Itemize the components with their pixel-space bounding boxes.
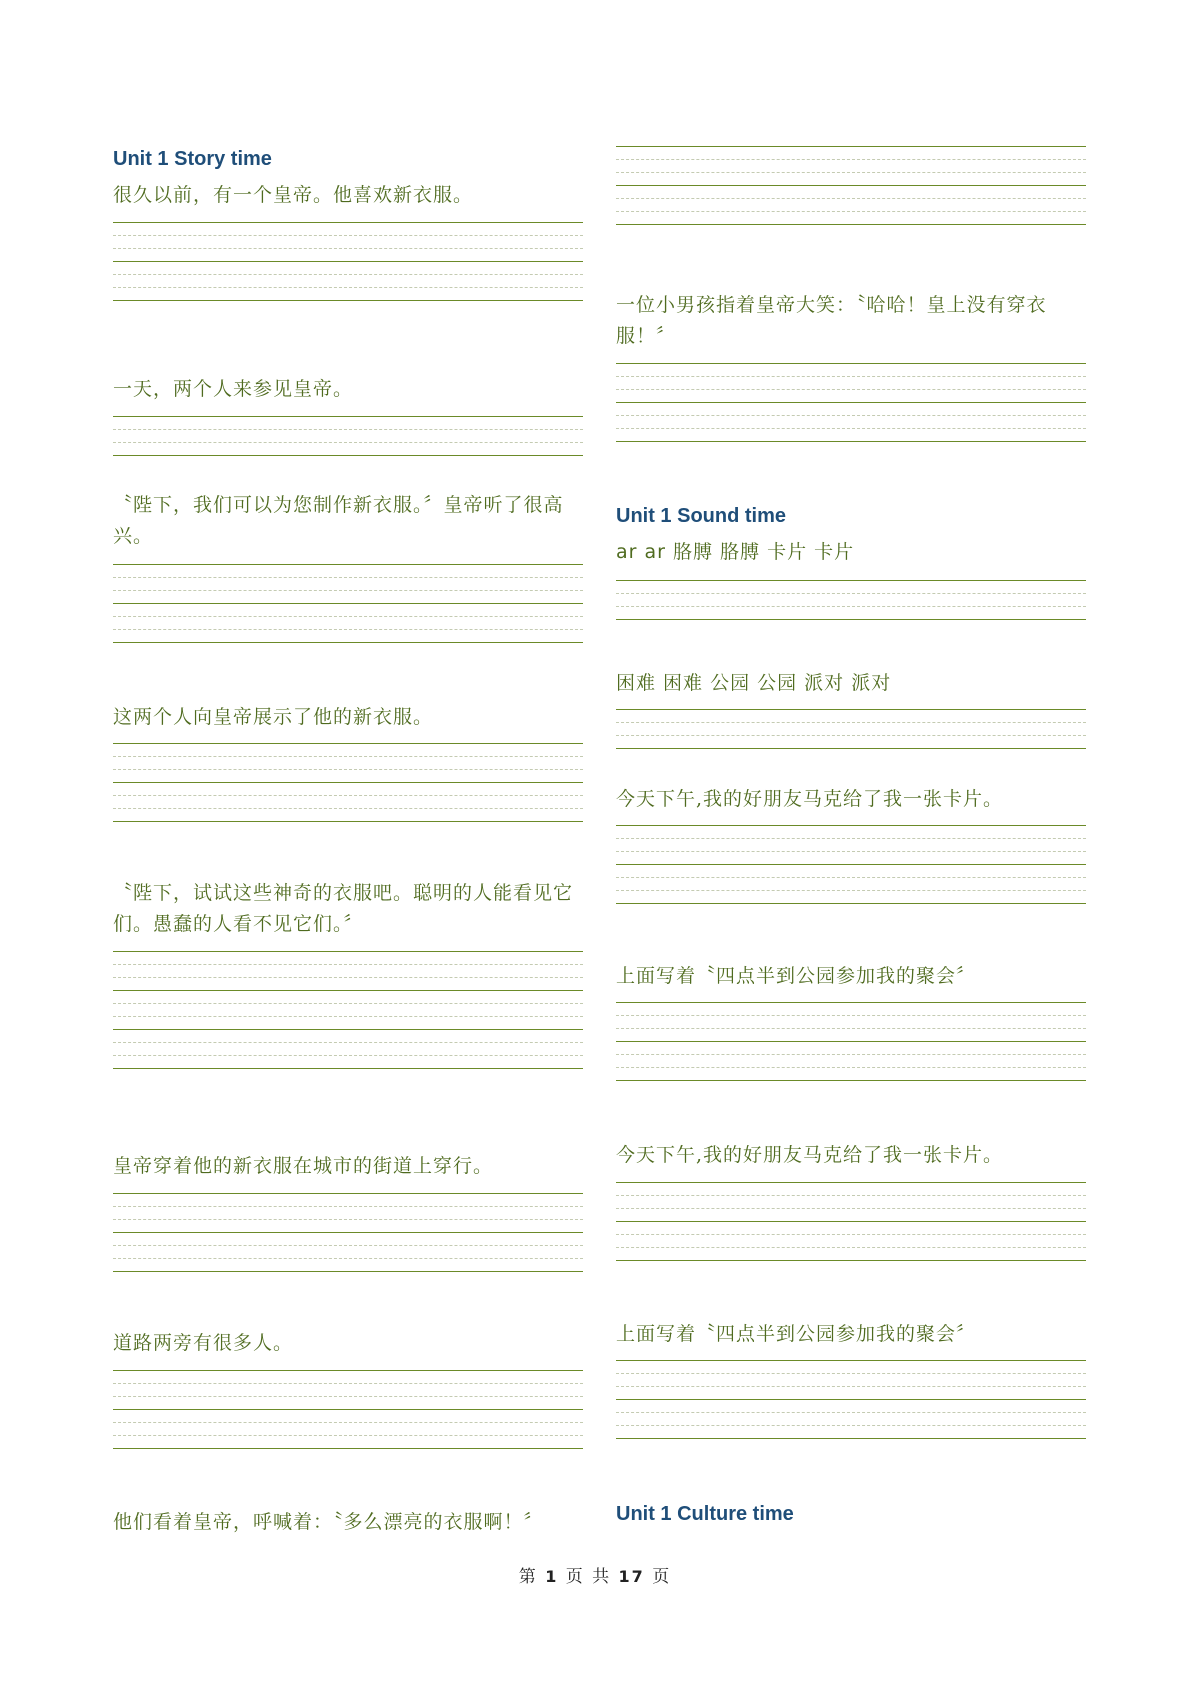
guide-line-dashed <box>113 248 583 249</box>
guide-line-dashed <box>616 428 1086 429</box>
guide-line-dashed <box>616 593 1086 594</box>
guide-line-solid <box>113 564 583 565</box>
footer-middle: 页 共 <box>565 1567 612 1587</box>
guide-line-dashed <box>616 1054 1086 1055</box>
story-sentence-8: 他们看着皇帝，呼喊着：〝多么漂亮的衣服啊！〞 <box>113 1511 544 1533</box>
guide-line-solid <box>616 1002 1086 1003</box>
story-sentence-7: 道路两旁有很多人。 <box>113 1332 294 1354</box>
guide-line-dashed <box>616 735 1086 736</box>
guide-line-dashed <box>113 1435 583 1436</box>
sound-sentence-3: 今天下午,我的好朋友马克给了我一张卡片。 <box>616 1144 1004 1166</box>
sound-words-1: ar ar 胳膊 胳膊 卡片 卡片 <box>616 541 855 563</box>
guide-line-dashed <box>616 1425 1086 1426</box>
guide-line-dashed <box>616 1208 1086 1209</box>
guide-line-solid <box>113 1271 583 1272</box>
story-sentence-4: 这两个人向皇帝展示了他的新衣服。 <box>113 706 434 728</box>
guide-line-solid <box>113 743 583 744</box>
guide-line-solid <box>113 300 583 301</box>
guide-line-dashed <box>616 198 1086 199</box>
story-sentence-5: 〝陛下，试试这些神奇的衣服吧。聪明的人能看见它们。愚蠢的人看不见它们。〞 <box>113 882 574 935</box>
guide-line-dashed <box>113 274 583 275</box>
guide-line-solid <box>113 1409 583 1410</box>
guide-line-solid <box>616 1221 1086 1222</box>
guide-line-solid <box>616 1399 1086 1400</box>
guide-line-dashed <box>113 577 583 578</box>
sound-sentence-4: 上面写着〝四点半到公园参加我的聚会〞 <box>616 1323 977 1345</box>
guide-line-solid <box>616 903 1086 904</box>
guide-line-solid <box>113 222 583 223</box>
guide-line-dashed <box>113 1245 583 1246</box>
guide-line-solid <box>113 261 583 262</box>
guide-line-dashed <box>616 722 1086 723</box>
sound-sentence-2: 上面写着〝四点半到公园参加我的聚会〞 <box>616 965 977 987</box>
guide-line-dashed <box>113 977 583 978</box>
story-time-heading: Unit 1 Story time <box>113 148 272 170</box>
guide-line-dashed <box>616 606 1086 607</box>
guide-line-dashed <box>616 877 1086 878</box>
guide-line-dashed <box>616 389 1086 390</box>
sound-time-heading: Unit 1 Sound time <box>616 505 786 527</box>
guide-line-solid <box>113 416 583 417</box>
culture-time-heading: Unit 1 Culture time <box>616 1503 794 1525</box>
guide-line-solid <box>616 580 1086 581</box>
guide-line-solid <box>616 146 1086 147</box>
guide-line-dashed <box>113 235 583 236</box>
guide-line-solid <box>616 709 1086 710</box>
guide-line-solid <box>113 1232 583 1233</box>
page-footer <box>0 1562 1190 1587</box>
story-sentence-9: 一位小男孩指着皇帝大笑：〝哈哈！皇上没有穿衣服！〞 <box>616 294 1047 347</box>
guide-line-dashed <box>113 1258 583 1259</box>
guide-line-dashed <box>616 1195 1086 1196</box>
guide-line-solid <box>616 363 1086 364</box>
guide-line-dashed <box>113 1206 583 1207</box>
guide-line-dashed <box>616 1373 1086 1374</box>
guide-line-solid <box>113 1448 583 1449</box>
guide-line-dashed <box>113 429 583 430</box>
guide-line-dashed <box>113 1422 583 1423</box>
guide-line-dashed <box>616 838 1086 839</box>
guide-line-solid <box>616 1438 1086 1439</box>
guide-line-solid <box>616 1041 1086 1042</box>
guide-line-solid <box>616 402 1086 403</box>
guide-line-dashed <box>113 964 583 965</box>
guide-line-dashed <box>113 1219 583 1220</box>
footer-total-pages: 17 <box>618 1567 645 1586</box>
guide-line-solid <box>616 185 1086 186</box>
story-sentence-1: 很久以前，有一个皇帝。他喜欢新衣服。 <box>113 184 474 206</box>
guide-line-dashed <box>616 172 1086 173</box>
guide-line-dashed <box>616 211 1086 212</box>
guide-line-dashed <box>113 590 583 591</box>
guide-line-solid <box>113 951 583 952</box>
guide-line-solid <box>616 748 1086 749</box>
guide-line-dashed <box>616 1234 1086 1235</box>
guide-line-solid <box>616 1080 1086 1081</box>
guide-line-dashed <box>113 769 583 770</box>
sound-words-2: 困难 困难 公园 公园 派对 派对 <box>616 672 892 694</box>
guide-line-solid <box>113 1370 583 1371</box>
guide-line-dashed <box>113 1055 583 1056</box>
guide-line-dashed <box>113 629 583 630</box>
guide-line-dashed <box>113 616 583 617</box>
guide-line-solid <box>113 1193 583 1194</box>
guide-line-dashed <box>113 756 583 757</box>
footer-suffix: 页 <box>652 1567 672 1587</box>
guide-line-solid <box>616 441 1086 442</box>
guide-line-dashed <box>616 1386 1086 1387</box>
guide-line-dashed <box>113 1003 583 1004</box>
guide-line-dashed <box>616 159 1086 160</box>
story-sentence-2: 一天，两个人来参见皇帝。 <box>113 378 354 400</box>
guide-line-dashed <box>113 1016 583 1017</box>
guide-line-solid <box>113 990 583 991</box>
guide-line-solid <box>113 1068 583 1069</box>
story-sentence-6: 皇帝穿着他的新衣服在城市的街道上穿行。 <box>113 1155 494 1177</box>
footer-prefix: 第 <box>518 1567 538 1587</box>
guide-line-dashed <box>616 1247 1086 1248</box>
guide-line-solid <box>616 1360 1086 1361</box>
guide-line-dashed <box>616 376 1086 377</box>
guide-line-dashed <box>113 795 583 796</box>
guide-line-solid <box>113 603 583 604</box>
guide-line-solid <box>616 864 1086 865</box>
guide-line-dashed <box>113 1042 583 1043</box>
guide-line-solid <box>616 1260 1086 1261</box>
sound-sentence-1: 今天下午,我的好朋友马克给了我一张卡片。 <box>616 788 1004 810</box>
guide-line-dashed <box>113 442 583 443</box>
guide-line-dashed <box>113 1396 583 1397</box>
guide-line-solid <box>113 1029 583 1030</box>
guide-line-solid <box>113 821 583 822</box>
guide-line-dashed <box>616 1067 1086 1068</box>
guide-line-solid <box>616 825 1086 826</box>
guide-line-dashed <box>113 287 583 288</box>
story-sentence-3: 〝陛下，我们可以为您制作新衣服。〞皇帝听了很高兴。 <box>113 494 564 547</box>
guide-line-dashed <box>113 1383 583 1384</box>
footer-page-number: 1 <box>545 1567 559 1586</box>
guide-line-dashed <box>616 890 1086 891</box>
guide-line-solid <box>616 224 1086 225</box>
guide-line-dashed <box>113 808 583 809</box>
guide-line-solid <box>113 455 583 456</box>
guide-line-dashed <box>616 1412 1086 1413</box>
guide-line-solid <box>616 1182 1086 1183</box>
guide-line-dashed <box>616 1015 1086 1016</box>
guide-line-solid <box>113 642 583 643</box>
guide-line-dashed <box>616 415 1086 416</box>
guide-line-dashed <box>616 1028 1086 1029</box>
guide-line-solid <box>113 782 583 783</box>
guide-line-dashed <box>616 851 1086 852</box>
guide-line-solid <box>616 619 1086 620</box>
